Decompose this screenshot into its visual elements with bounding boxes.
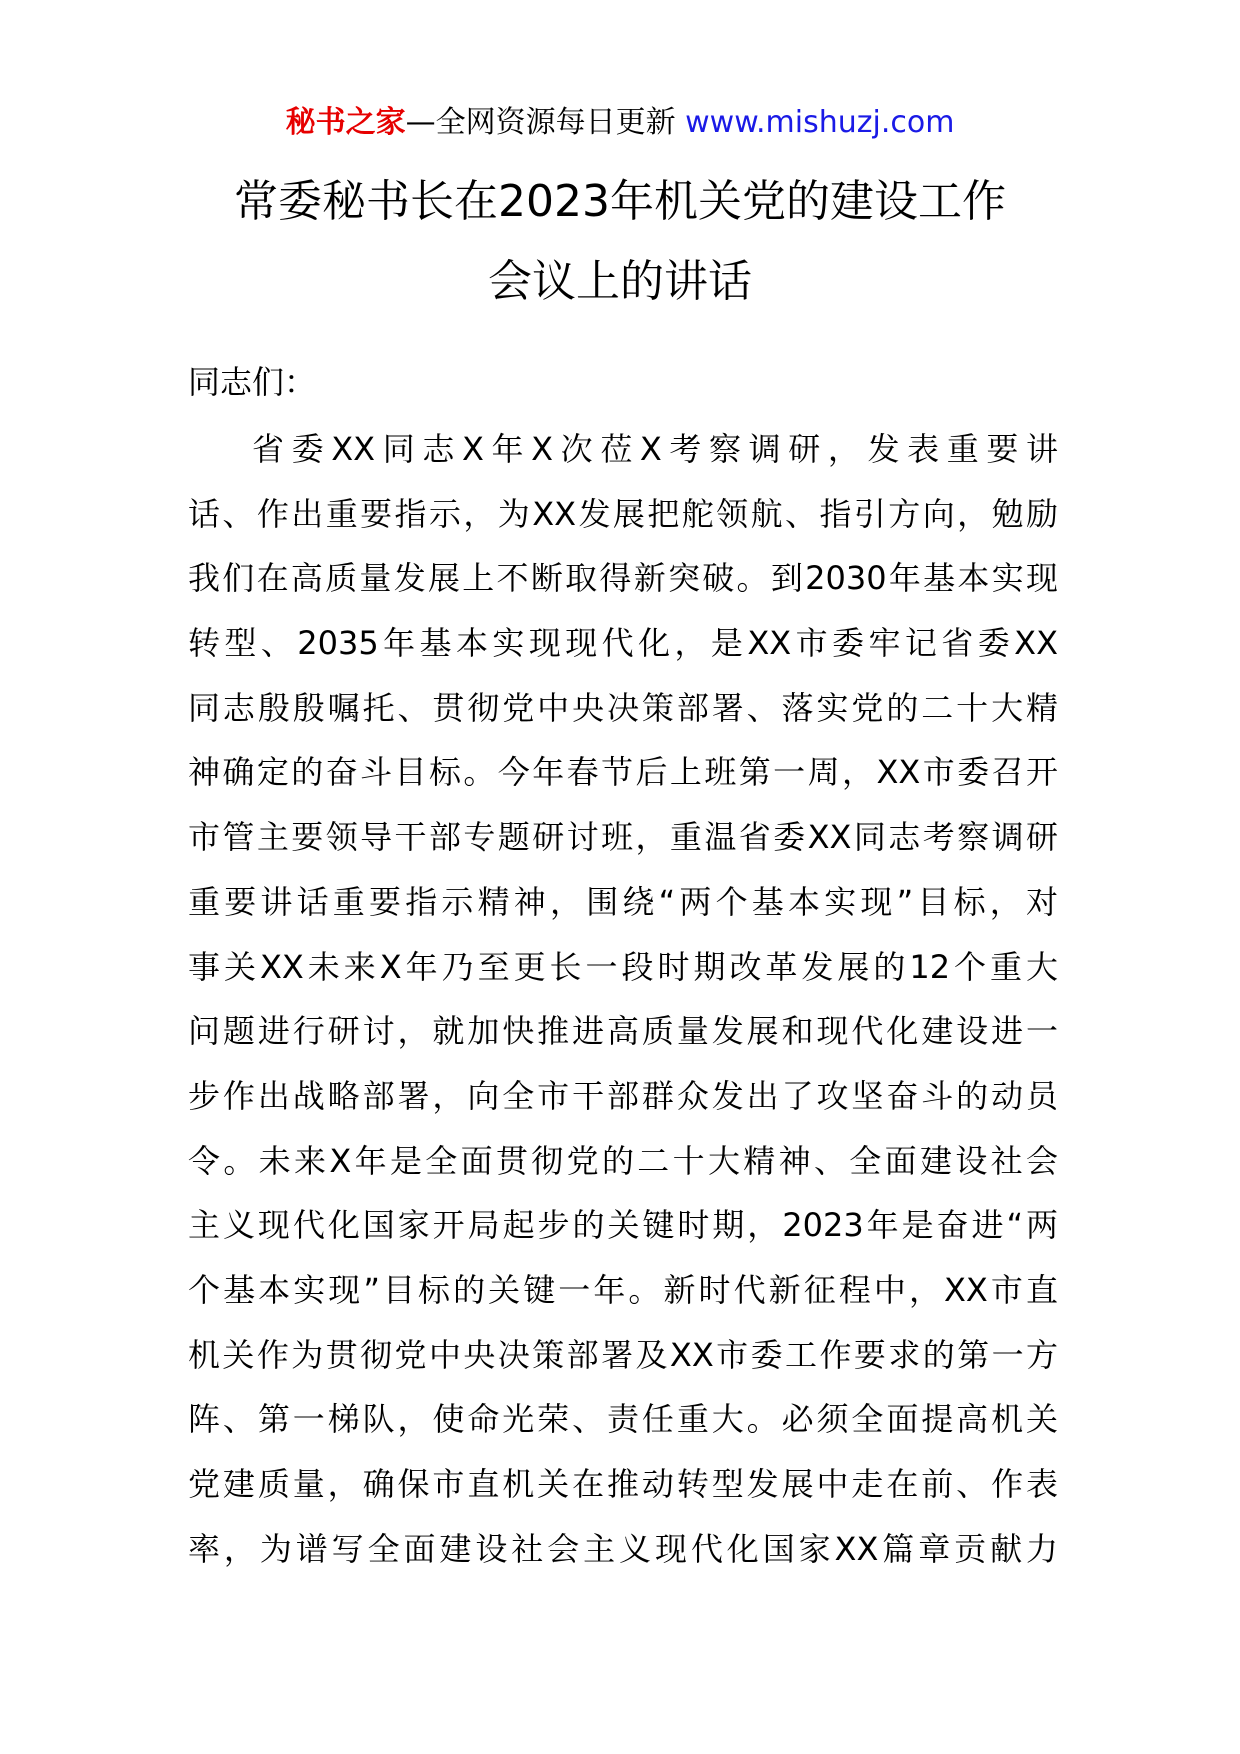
body-line: 率，为谱写全面建设社会主义现代化国家XX篇章贡献力 [188, 1529, 1058, 1568]
site-tagline: —全网资源每日更新 [405, 105, 676, 140]
body-line: 步作出战略部署，向全市干部群众发出了攻坚奋斗的动员 [188, 1076, 1058, 1115]
title-line-1: 常委秘书长在2023年机关党的建设工作 [234, 176, 1006, 227]
body-line: 事关XX未来X年乃至更长一段时期改革发展的12个重大 [188, 947, 1058, 986]
body-line: 转型、2035年基本实现现代化，是XX市委牢记省委XX [188, 624, 1058, 663]
body-line: 省委XX同志X年X次莅X考察调研，发表重要讲 [252, 430, 1058, 468]
body-line: 市管主要领导干部专题研讨班，重温省委XX同志考察调研 [188, 818, 1058, 857]
site-url-link[interactable]: www.mishuzj.com [685, 105, 955, 140]
salutation: 同志们： [188, 363, 317, 401]
body-line: 阵、第一梯队，使命光荣、责任重大。必须全面提高机关 [188, 1400, 1058, 1439]
document-body [188, 427, 1058, 1591]
title-line-2: 会议上的讲话 [488, 256, 752, 307]
body-line: 神确定的奋斗目标。今年春节后上班第一周，XX市委召开 [188, 753, 1058, 792]
body-line: 个基本实现”目标的关键一年。新时代新征程中，XX市直 [188, 1270, 1058, 1309]
body-line: 令。未来X年是全面贯彻党的二十大精神、全面建设社会 [188, 1141, 1058, 1180]
document-title [100, 162, 1140, 322]
site-header [0, 101, 1240, 145]
body-line: 主义现代化国家开局起步的关键时期，2023年是奋进“两 [188, 1206, 1058, 1245]
body-line: 党建质量，确保市直机关在推动转型发展中走在前、作表 [188, 1465, 1058, 1503]
body-line: 重要讲话重要指示精神，围绕“两个基本实现”目标，对 [188, 882, 1058, 921]
body-line: 问题进行研讨，就加快推进高质量发展和现代化建设进一 [188, 1012, 1058, 1051]
body-line: 机关作为贯彻党中央决策部署及XX市委工作要求的第一方 [188, 1335, 1058, 1374]
body-line: 话、作出重要指示，为XX发展把舵领航、指引方向，勉励 [188, 494, 1058, 533]
body-line: 同志殷殷嘱托、贯彻党中央决策部署、落实党的二十大精 [188, 688, 1058, 727]
site-brand: 秘书之家 [285, 105, 406, 140]
body-line: 我们在高质量发展上不断取得新突破。到2030年基本实现 [188, 559, 1058, 598]
